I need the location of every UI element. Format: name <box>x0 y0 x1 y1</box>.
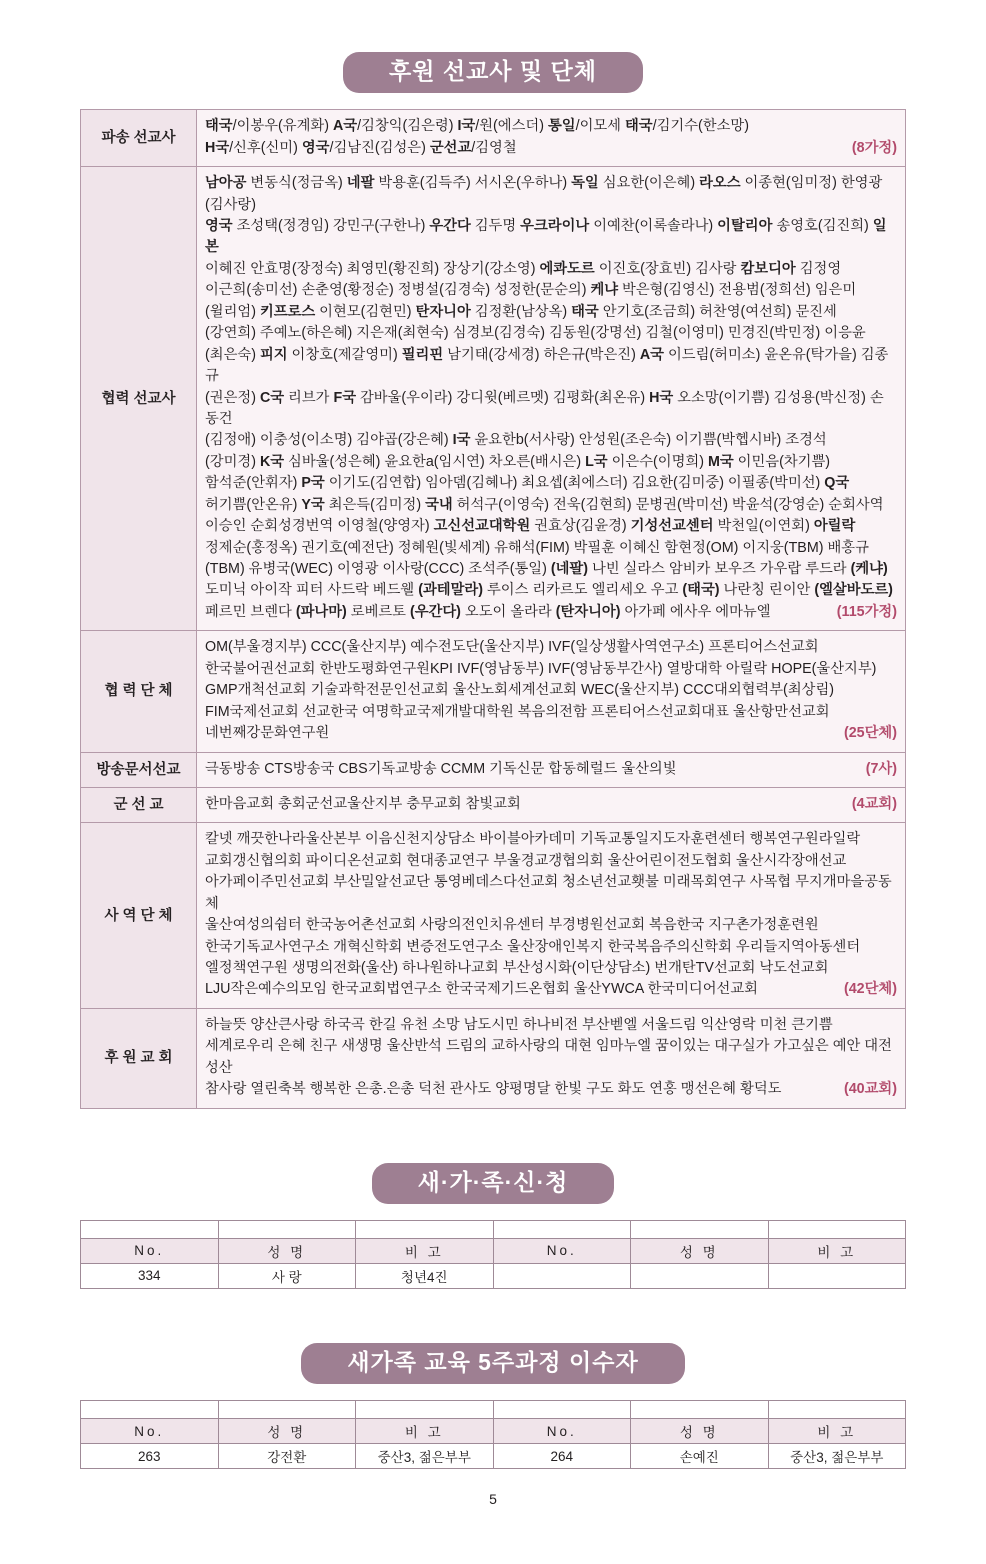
support-row-count: (4교회) <box>851 795 897 812</box>
support-row <box>81 1008 906 1108</box>
support-text-line: (권은정) C국 리브가 F국 감바울(우이라) 강디윗(베르멧) 김평화(최온유) H국 오소망(이기쁨) 김성용(박신정) 손동건 <box>205 389 884 427</box>
support-text-line: 세계로우리 은혜 친구 새생명 울산반석 드림의 교하사랑의 대현 임마누엘 꿈이있는 대구실가 가고싶은 예안 대전성산 <box>205 1038 892 1076</box>
support-row-label: 협력 선교사 <box>81 167 197 631</box>
support-text-line: 남아공 변동식(정금옥) 네팔 박용훈(김득주) 서시온(우하나) 독일 심요한(이은혜) 라오스 이종현(임미정) 한영광(김사랑) <box>205 175 883 213</box>
newfamily-apply-table <box>80 1220 906 1289</box>
newfamily-apply-cell: 334 <box>81 1263 219 1288</box>
support-text-line: 허기쁨(안온유) Y국 최은득(김미정) 국내 허석구(이영숙) 전욱(김현희) 문병권(박미선) 박윤석(강영순) 순회사역 <box>205 496 884 513</box>
support-text-line: 네번째강문화연구원 (25단체) <box>205 723 897 744</box>
newfamily-apply-header-cell: No. <box>81 1238 219 1263</box>
page-number: 5 <box>489 1491 497 1508</box>
support-row-text <box>205 759 897 780</box>
newfamily-apply-cell <box>493 1263 631 1288</box>
support-text-line: 태국/이봉우(유계화) A국/김창익(김은령) I국/원(에스더) 통일/이모세 태국/김기수(한소망) <box>205 118 749 135</box>
table-row <box>81 1263 906 1288</box>
support-row-label: 협 력 단 체 <box>81 631 197 752</box>
support-row-body <box>197 752 906 787</box>
table-header-row <box>81 1238 906 1263</box>
support-row-count: (8가정) <box>851 139 897 156</box>
support-row-label: 방송문서선교 <box>81 752 197 787</box>
support-row-text <box>205 829 897 1001</box>
support-row-label: 군 선 교 <box>81 787 197 822</box>
newfamily-apply-cell <box>631 1263 769 1288</box>
support-row <box>81 823 906 1009</box>
support-text-line: 정제순(홍정옥) 권기호(예전단) 정혜원(빛세계) 유해석(FIM) 박필훈 이혜신 함현정(OM) 이지웅(TBM) 배홍규 <box>205 539 869 556</box>
support-row <box>81 787 906 822</box>
support-row-label: 후 원 교 회 <box>81 1008 197 1108</box>
newfamily-course-cell: 중산3, 젊은부부 <box>356 1444 494 1469</box>
newfamily-course-header-cell: 비 고 <box>356 1419 494 1444</box>
newfamily-course-cell: 손예진 <box>631 1444 769 1469</box>
support-text-line: 이혜진 안효명(장정숙) 최영민(황진희) 장상기(강소영) 에콰도르 이진호(장효빈) 김사랑 캄보디아 김정영 <box>205 260 842 277</box>
support-row-count: (40교회) <box>843 1081 897 1098</box>
support-row-text <box>205 116 897 159</box>
support-text-line: (윌리엄) 키프로스 이현모(김현민) 탄자니아 김정환(남상옥) 태국 안기호(조금희) 허찬영(여선희) 문진세 <box>205 303 837 320</box>
support-text-line: 교회갱신협의회 파이디온선교회 현대종교연구 부울경교갱협의회 울산어린이전도협회 울산시각장애선교 <box>205 852 847 869</box>
support-row-body <box>197 631 906 752</box>
table-spacer-row <box>81 1220 906 1238</box>
support-text-line: 칼넷 깨끗한나라울산본부 이음신천지상담소 바이블아카데미 기독교통일지도자훈련센터 행복연구원라일락 <box>205 831 861 848</box>
newfamily-course-header-cell: No. <box>81 1419 219 1444</box>
support-row-count: (25단체) <box>843 725 897 742</box>
support-text-line: 울산여성의쉼터 한국농어촌선교회 사랑의전인치유센터 부경병원선교회 복음한국 지구촌가정훈련원 <box>205 917 819 934</box>
support-text-line: GMP개척선교회 기술과학전문인선교회 울산노회세계선교회 WEC(울산지부) CCC대외협력부(최상림) <box>205 682 835 699</box>
support-text-line: (강미경) K국 심바울(성은혜) 윤요한a(임시연) 차오른(배시은) L국 이은수(이명희) M국 이민음(차기쁨) <box>205 453 831 470</box>
table-row <box>81 1444 906 1469</box>
support-title: 후원 선교사 및 단체 <box>343 52 643 93</box>
newfamily-apply-cell: 청년4진 <box>356 1263 494 1288</box>
support-text-line: (최은숙) 피지 이창호(제갈영미) 필리핀 남기태(강세경) 하은규(박은진) A국 이드림(허미소) 윤온유(탁가을) 김종규 <box>205 346 889 385</box>
support-text-line: LJU작은예수의모임 한국교회법연구소 한국국제기드온협회 울산YWCA 한국미디어선교회 (42단체) <box>205 979 897 1000</box>
support-row-label: 파송 선교사 <box>81 110 197 167</box>
support-row-text <box>205 637 897 744</box>
newfamily-course-cell: 263 <box>81 1444 219 1469</box>
support-text-line: 하늘뜻 양산큰사랑 하국곡 한길 유천 소망 남도시민 하나비전 부산벧엘 서울드림 익산영락 미천 큰기쁨 <box>205 1016 833 1033</box>
newfamily-apply-header-cell: 성 명 <box>631 1238 769 1263</box>
newfamily-course-title: 새가족 교육 5주과정 이수자 <box>301 1343 684 1384</box>
support-text-line: (김정애) 이충성(이소명) 김야곱(강은혜) I국 윤요한b(서사랑) 안성원(조은숙) 이기쁨(박헵시바) 조경석 <box>205 432 827 449</box>
support-row-text <box>205 794 897 815</box>
newfamily-apply-header-cell: 비 고 <box>356 1238 494 1263</box>
newfamily-course-cell: 264 <box>493 1444 631 1469</box>
support-row-body <box>197 110 906 167</box>
newfamily-course-header-cell: 성 명 <box>218 1419 356 1444</box>
newfamily-apply-section <box>0 1137 986 1204</box>
table-header-row <box>81 1419 906 1444</box>
newfamily-apply-cell <box>768 1263 906 1288</box>
support-text-line: (강연희) 주예노(하은혜) 지은재(최현숙) 심경보(김경숙) 김동원(강명선) 김철(이영미) 민경진(박민정) 이응윤 <box>205 325 866 342</box>
support-text-line: 영국 조성택(정경임) 강민구(구한나) 우간다 김두명 우크라이나 이예찬(이록솔라나) 이탈리아 송영호(김진희) 일본 <box>205 218 887 256</box>
support-text-line: 한국불어권선교회 한반도평화연구원KPI IVF(영남동부) IVF(영남동부간사) 열방대학 아릴락 HOPE(울산지부) <box>205 660 877 677</box>
support-text-line: OM(부울경지부) CCC(울산지부) 예수전도단(울산지부) IVF(일상생활사역연구소) 프론티어스선교회 <box>205 639 819 656</box>
support-table <box>80 109 906 1108</box>
support-text-line: 한국기독교사연구소 개혁신학회 변증전도연구소 울산장애인복지 한국복음주의신학회 우리들지역아동센터 <box>205 938 861 955</box>
support-text-line: FIM국제선교회 선교한국 여명학교국제개발대학원 복음의전함 프론티어스선교회대표 울산항만선교회 <box>205 703 830 720</box>
support-row <box>81 752 906 787</box>
support-text-line: 참사랑 열린축복 행복한 은총.은총 덕천 관사도 양평명달 한빛 구도 화도 연홍 맹선은혜 황덕도 (40교회) <box>205 1079 897 1100</box>
support-row-body <box>197 1008 906 1108</box>
support-row-count: (115가정) <box>836 603 897 620</box>
newfamily-apply-title: 새·가·족·신·청 <box>372 1163 615 1204</box>
support-row-body <box>197 167 906 631</box>
support-title-wrap <box>0 52 986 93</box>
newfamily-course-cell: 강전환 <box>218 1444 356 1469</box>
newfamily-course-header-cell: 비 고 <box>768 1419 906 1444</box>
newfamily-apply-header-cell: No. <box>493 1238 631 1263</box>
support-text-line: 함석준(안휘자) P국 이기도(김연합) 임아뎀(김혜나) 최요셉(최에스더) 김요한(김미중) 이필종(박미선) Q국 <box>205 475 850 492</box>
support-row-body <box>197 787 906 822</box>
support-text-line: 이근희(송미선) 손춘영(황정순) 정병설(김경숙) 성정한(문순의) 케냐 박은형(김영신) 전용범(정희선) 임은미 <box>205 282 857 299</box>
support-text-line: 아가페이주민선교회 부산밀알선교단 통영베데스다선교회 청소년선교횃불 미래목회연구 사목협 무지개마을공동체 <box>205 874 892 912</box>
newfamily-course-title-wrap <box>0 1343 986 1384</box>
support-row-count: (42단체) <box>843 981 897 998</box>
support-row <box>81 110 906 167</box>
newfamily-course-header-cell: No. <box>493 1419 631 1444</box>
support-text-line: 이승인 순회성경번역 이영철(양영자) 고신선교대학원 권효상(김윤경) 기성선교센터 박천일(이연회) 아릴락 <box>205 518 856 535</box>
support-row <box>81 167 906 631</box>
support-text-line: 극동방송 CTS방송국 CBS기독교방송 CCMM 기독신문 합동헤럴드 울산의빛 (7사) <box>205 759 897 780</box>
newfamily-apply-cell: 사 랑 <box>218 1263 356 1288</box>
newfamily-course-table <box>80 1400 906 1469</box>
support-text-line: 페르민 브렌다 (파나마) 로베르토 (우간다) 오도이 올라라 (탄자니아) 아가페 에사우 에마뉴엘 (115가정) <box>205 602 897 623</box>
support-row-count: (7사) <box>865 760 897 777</box>
support-row-text <box>205 173 897 623</box>
support-row <box>81 631 906 752</box>
newfamily-course-section <box>0 1317 986 1384</box>
newfamily-apply-header-cell: 성 명 <box>218 1238 356 1263</box>
newfamily-apply-header-cell: 비 고 <box>768 1238 906 1263</box>
newfamily-course-cell: 중산3, 젊은부부 <box>768 1444 906 1469</box>
support-section <box>0 0 986 93</box>
support-text-line: H국/신후(신미) 영국/김남진(김성은) 군선교/김영철 (8가정) <box>205 138 897 159</box>
table-spacer-row <box>81 1401 906 1419</box>
support-text-line: (TBM) 유병국(WEC) 이영광 이사랑(CCC) 조석주(통일) (네팔) 나빈 실라스 암비카 보우즈 가우랍 루드라 (케냐) <box>205 561 888 578</box>
support-row-label: 사 역 단 체 <box>81 823 197 1009</box>
support-row-body <box>197 823 906 1009</box>
support-row-text <box>205 1015 897 1101</box>
newfamily-course-header-cell: 성 명 <box>631 1419 769 1444</box>
support-text-line: 한마음교회 총회군선교울산지부 충무교회 참빛교회 (4교회) <box>205 794 897 815</box>
support-text-line: 엘정책연구원 생명의전화(울산) 하나원하나교회 부산성시화(이단상담소) 번개탄TV선교회 낙도선교회 <box>205 960 829 977</box>
newfamily-apply-title-wrap <box>0 1163 986 1204</box>
support-text-line: 도미닉 아이작 피터 사드락 베드웰 (과테말라) 루이스 리카르도 엘리세오 우고 (태국) 나란칭 린이안 (엘살바도르) <box>205 582 893 599</box>
